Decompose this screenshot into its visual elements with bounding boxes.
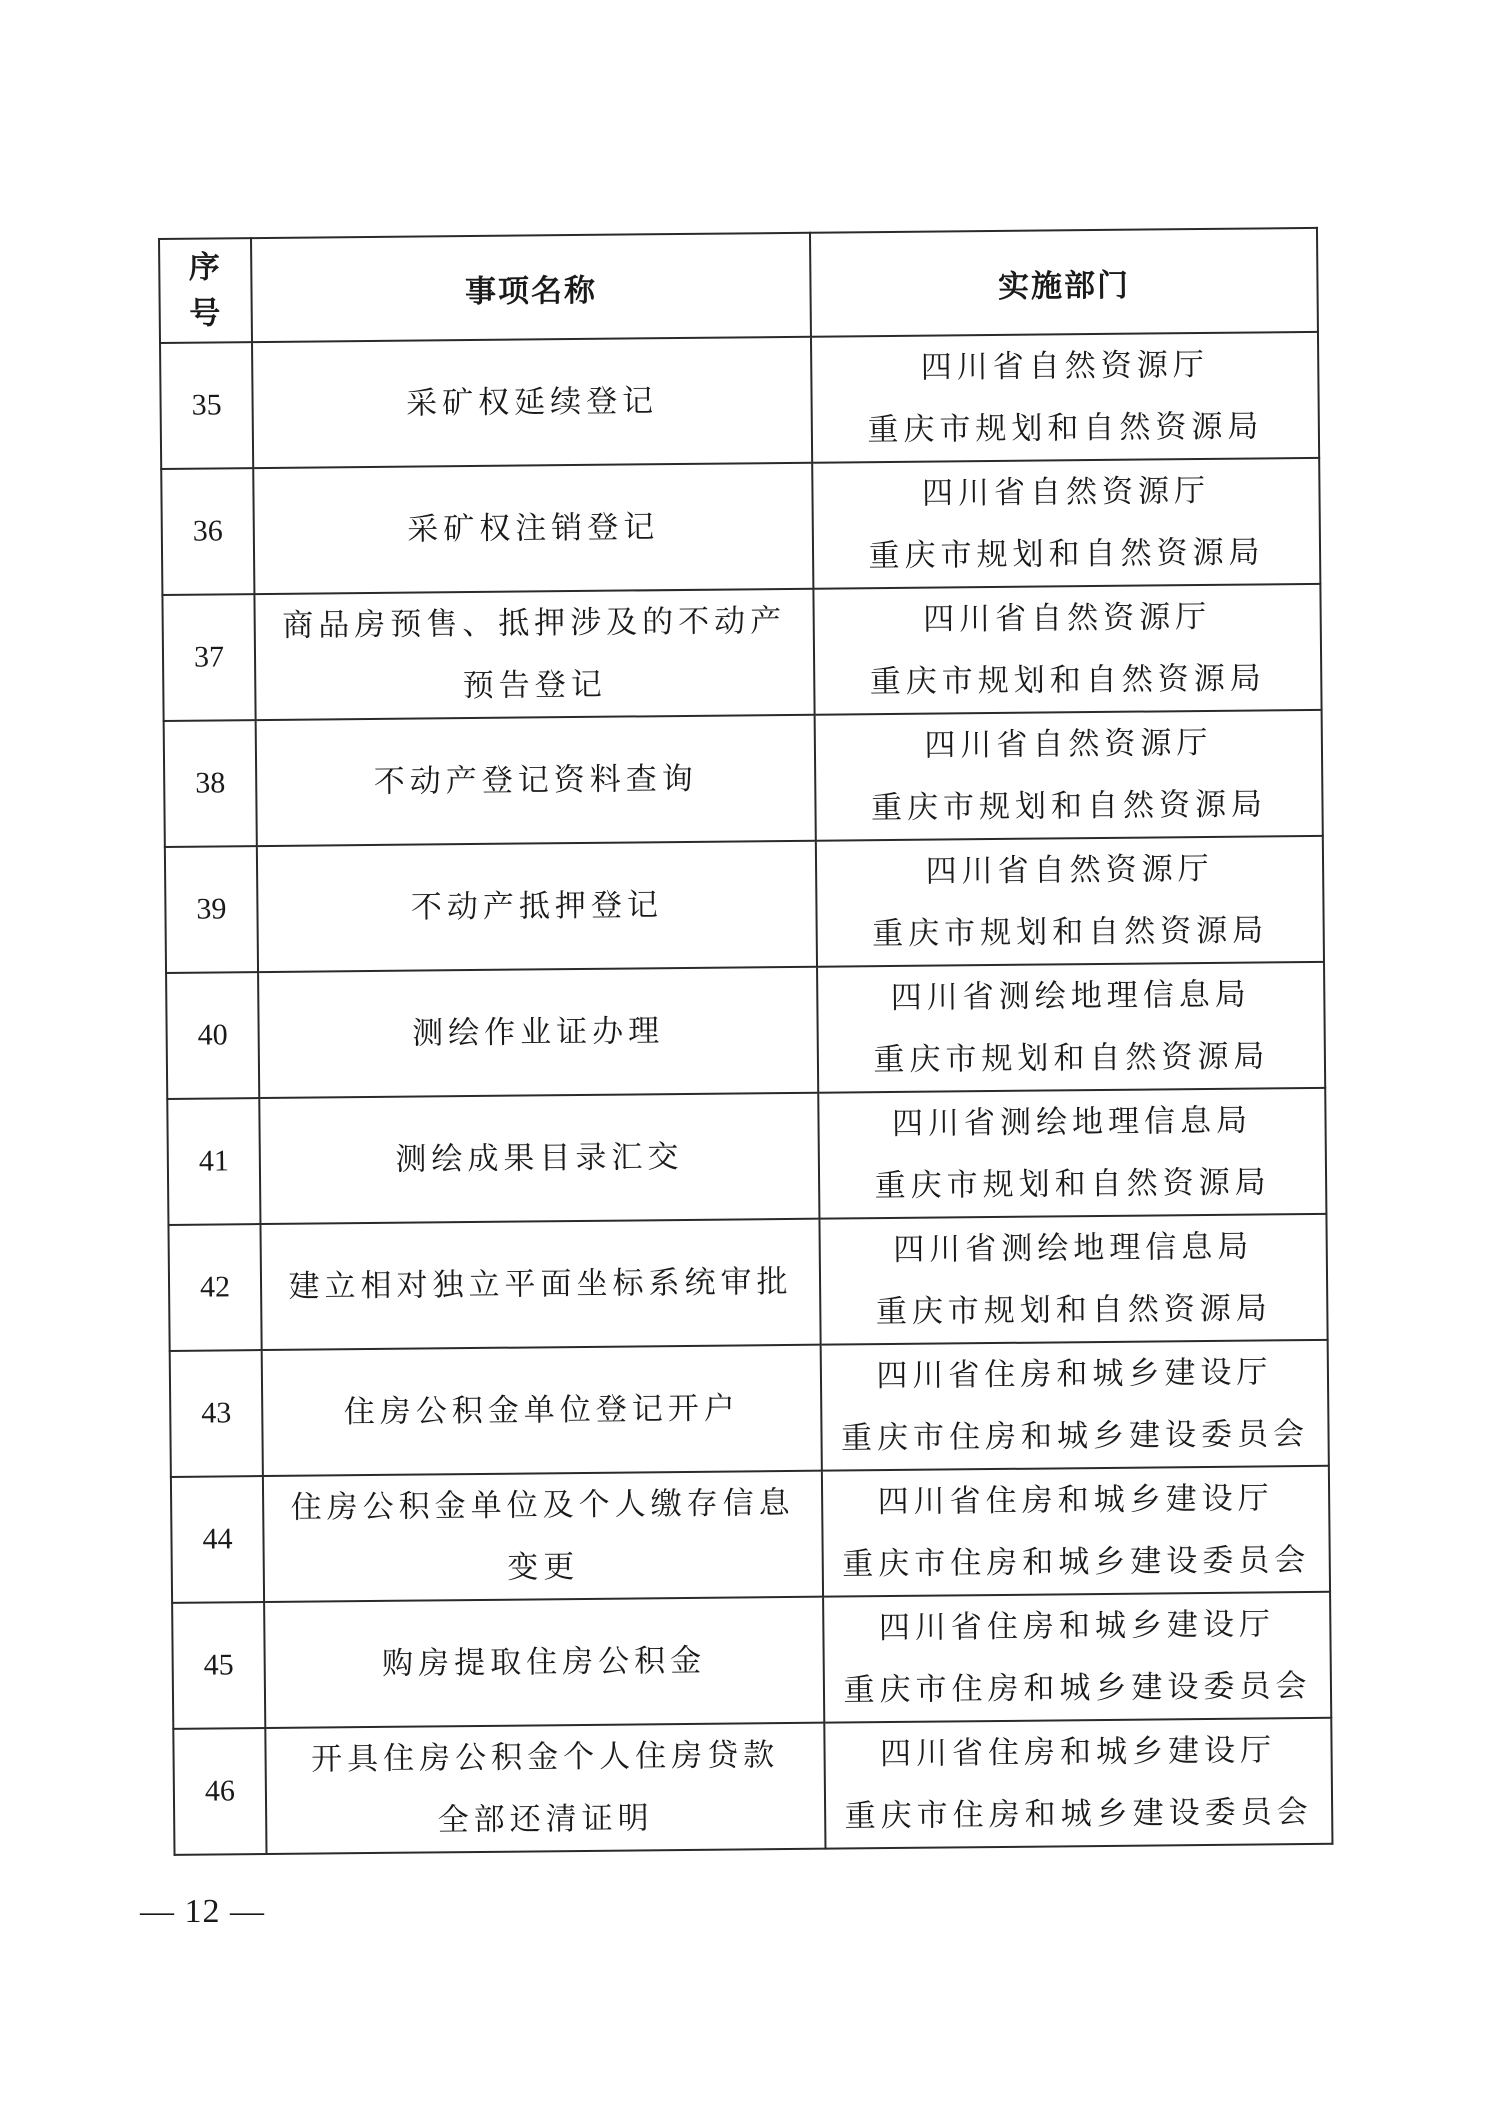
row-department — [821, 1340, 1329, 1471]
item-name-line: 采矿权延续登记 — [405, 383, 659, 422]
department-line: 四川省测绘地理信息局 — [891, 1102, 1253, 1142]
table-row — [161, 458, 1320, 595]
row-item-name — [260, 1219, 820, 1350]
row-department — [824, 1718, 1332, 1849]
item-name-line: 开具住房公积金个人住房贷款 — [310, 1737, 780, 1778]
row-item-name — [254, 589, 814, 720]
department-line: 重庆市规划和自然资源局 — [868, 534, 1265, 575]
row-seq: 35 — [160, 342, 253, 469]
department-line: 重庆市规划和自然资源局 — [874, 1164, 1271, 1205]
row-item-name — [264, 1597, 824, 1728]
row-item-name — [252, 337, 812, 468]
row-seq: 44 — [171, 1476, 264, 1603]
row-seq: 43 — [170, 1350, 263, 1477]
table-row — [173, 1718, 1332, 1855]
row-item-name — [258, 967, 818, 1098]
department-line: 重庆市住房和城乡建设委员会 — [840, 1416, 1310, 1457]
row-seq: 40 — [166, 972, 259, 1099]
table-row — [168, 1214, 1327, 1351]
table-row — [160, 332, 1319, 469]
header-seq-line1: 序 — [188, 249, 222, 286]
department-line: 四川省自然资源厅 — [920, 346, 1209, 386]
item-name-line: 商品房预售、抵押涉及的不动产 — [282, 602, 787, 644]
department-line: 四川省住房和城乡建设厅 — [879, 1732, 1277, 1773]
department-line: 重庆市规划和自然资源局 — [875, 1290, 1272, 1331]
table-row — [166, 962, 1325, 1099]
row-item-name — [253, 463, 813, 594]
department-line: 重庆市住房和城乡建设委员会 — [843, 1667, 1312, 1709]
header-dept: 实施部门 — [810, 228, 1318, 337]
department-line: 四川省住房和城乡建设厅 — [876, 1354, 1273, 1395]
department-line: 重庆市住房和城乡建设委员会 — [842, 1542, 1311, 1583]
item-name-line: 全部还清证明 — [437, 1800, 654, 1839]
row-item-name — [265, 1723, 825, 1854]
item-name-line: 购房提取住房公积金 — [382, 1642, 707, 1682]
row-seq: 38 — [164, 720, 257, 847]
table-row — [164, 710, 1323, 847]
page-number: — 12 — — [140, 1893, 265, 1930]
item-name-line: 建立相对独立平面坐标系统审批 — [288, 1263, 793, 1305]
row-department — [811, 332, 1319, 463]
row-department — [819, 1214, 1327, 1345]
table-row — [171, 1466, 1330, 1603]
row-department — [823, 1592, 1331, 1723]
row-seq: 37 — [162, 594, 255, 721]
department-line: 四川省自然资源厅 — [925, 850, 1214, 890]
row-seq: 45 — [172, 1602, 265, 1729]
table-header-row — [159, 228, 1318, 343]
item-name-line: 变更 — [507, 1549, 580, 1586]
row-department — [817, 962, 1325, 1093]
header-seq-line2: 号 — [189, 295, 223, 332]
row-department — [813, 584, 1321, 715]
department-line: 四川省住房和城乡建设厅 — [878, 1606, 1276, 1647]
table-row — [162, 584, 1321, 721]
department-line: 重庆市规划和自然资源局 — [869, 660, 1266, 701]
item-name-line: 预告登记 — [462, 666, 607, 705]
department-line: 重庆市规划和自然资源局 — [867, 408, 1264, 449]
row-item-name — [263, 1471, 823, 1602]
table-row — [172, 1592, 1331, 1729]
table-row — [170, 1340, 1329, 1477]
table-row — [167, 1088, 1326, 1225]
item-name-line: 住房公积金单位及个人缴存信息 — [290, 1484, 795, 1526]
department-line: 重庆市规划和自然资源局 — [870, 786, 1268, 827]
row-seq: 36 — [161, 468, 254, 595]
department-line: 重庆市住房和城乡建设委员会 — [844, 1793, 1313, 1835]
row-seq: 42 — [168, 1224, 261, 1351]
department-line: 重庆市规划和自然资源局 — [873, 1038, 1270, 1079]
item-name-line: 不动产登记资料查询 — [373, 760, 698, 800]
department-line: 重庆市规划和自然资源局 — [872, 912, 1269, 953]
item-name-line: 住房公积金单位登记开户 — [343, 1390, 740, 1431]
row-item-name — [262, 1345, 822, 1476]
row-item-name — [256, 715, 816, 846]
row-department — [822, 1466, 1330, 1597]
item-name-line: 测绘作业证办理 — [411, 1013, 665, 1052]
header-seq — [159, 238, 252, 343]
row-item-name — [259, 1093, 819, 1224]
items-table — [158, 227, 1333, 1856]
row-department — [818, 1088, 1326, 1219]
item-name-line: 测绘成果目录汇交 — [395, 1139, 684, 1178]
row-item-name — [257, 841, 817, 972]
row-department — [815, 710, 1323, 841]
row-seq: 46 — [173, 1728, 266, 1855]
department-line: 四川省测绘地理信息局 — [893, 1228, 1254, 1268]
row-seq: 41 — [167, 1098, 260, 1225]
department-line: 四川省自然资源厅 — [923, 598, 1212, 638]
department-line: 四川省住房和城乡建设厅 — [877, 1480, 1274, 1521]
row-department — [816, 836, 1324, 967]
row-department — [812, 458, 1320, 589]
department-line: 四川省自然资源厅 — [921, 472, 1211, 512]
department-line: 四川省测绘地理信息局 — [890, 976, 1251, 1016]
item-name-line: 不动产抵押登记 — [410, 887, 664, 926]
table-body — [160, 332, 1332, 1855]
item-name-line: 采矿权注销登记 — [407, 509, 660, 548]
department-line: 四川省自然资源厅 — [924, 724, 1213, 764]
table-row — [165, 836, 1324, 973]
row-seq: 39 — [165, 846, 258, 973]
header-name: 事项名称 — [251, 233, 811, 342]
